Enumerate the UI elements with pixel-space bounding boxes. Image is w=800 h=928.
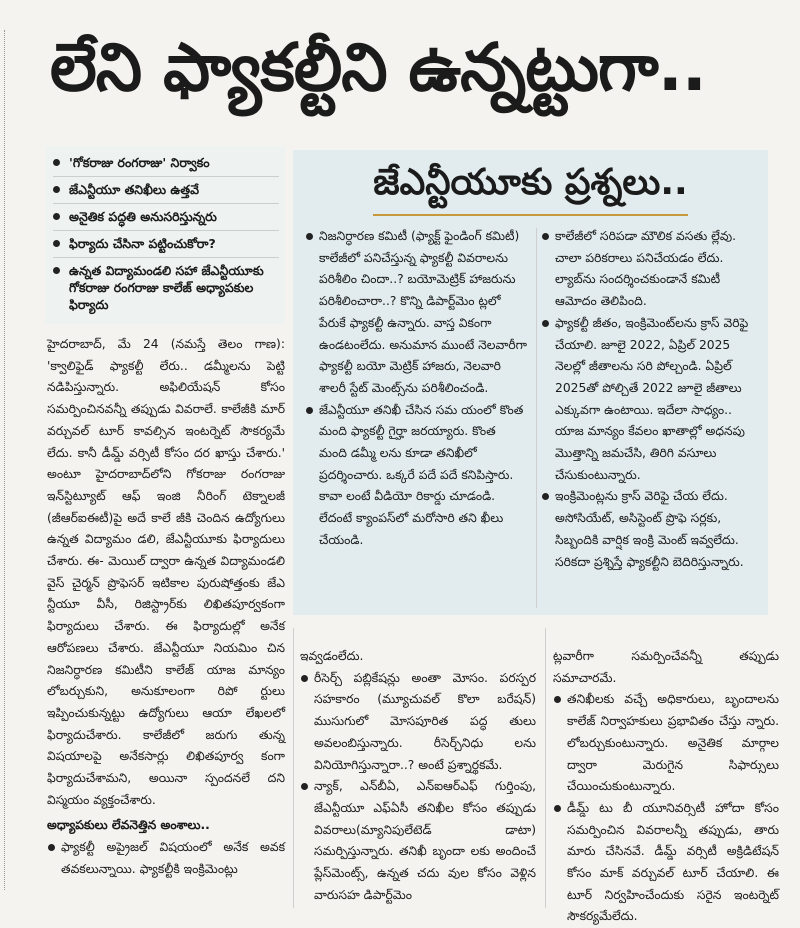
bullet-icon [53, 186, 60, 193]
article-bullet: తనిఖీలకు వచ్చే అధికారులు, బృందాలను కాలేజ్ నిర్వాహకులు ప్రభావితం చేస్తు న్నారు. లోబర్చుకుంటున్నారు. అనైతిక మార్గాల ద్వారా మెరుగైన సిఫార్సులు చేయించుకుంటున్నారు. [553, 689, 779, 798]
highlight-item: ఫిర్యాదు చేసినా పట్టించుకోరా? [53, 235, 216, 252]
highlight-item: ఉన్నత విద్యామండలి సహా జేఎన్టీయూకు గోకరాజు రంగరాజు కాలేజ్ అధ్యాపకుల ఫిర్యాదు [53, 262, 277, 313]
bullet-icon [306, 407, 313, 414]
headline: లేని ఫ్యాకల్టీని ఉన్నట్టుగా.. [50, 29, 706, 106]
bullet-icon [301, 675, 308, 682]
dateline: హైదరాబాద్, మే 24 (నమస్తే తెలం గాణ): [47, 337, 285, 351]
bullet-icon [53, 267, 60, 274]
article-bullet: ఫ్యాకల్టీ అప్రైజల్ విషయంలో అనేక అవక తవకలున్నాయి. ఫ్యాకల్టీకి ఇంక్రిమెంట్లు [47, 837, 285, 880]
bullet-icon [301, 783, 308, 790]
article-bullet: రీసెర్చ్ పబ్లికేషన్లు అంతా మోసం. పరస్పర సహకారం (మ్యూచువల్ కొలా బరేషన్) ముసుగులో మోసపూరిత పద్ధ తులు అవలంబిస్తున్నారు. రీసెర్చ్‌నిధు లను వినియోగిస్తున్నారా..? అంటే ప్రశ్నార్థకమే. [300, 668, 536, 777]
question-item: కాలేజీలో సరిపడా మౌలిక వసతు ల్లేవు. చాలా పరికరాలు పనిచేయడం లేదు. ల్యాబ్‌ను సందర్శించకుండానే కమిటీ ఆమోదం తెలిపింది. [541, 226, 763, 313]
highlight-item: 'గోకరాజు రంగరాజు' నిర్వాకం [53, 154, 210, 171]
column-divider [293, 628, 294, 908]
divider [53, 257, 279, 258]
bullet-icon [48, 844, 55, 851]
subheading: అధ్యాపకులు లేవనెత్తిన అంశాలు.. [47, 818, 210, 833]
questions-title: జేఎన్టీయూకు ప్రశ్నలు.. [373, 162, 688, 203]
article-column-3 [553, 646, 779, 928]
bullet-icon [53, 240, 60, 247]
question-item: ఇంక్రిమెంట్లను క్రాస్ వెరిఫై చేయ లేదు. అసోసియేట్, అసిస్టెంట్ ప్రొఫె సర్లకు, సిబ్బందికి వార్షిక ఇంక్రి మెంట్ ఇవ్వలేదు. సరికదా ప్రశ్నిస్తే ఫ్యాకల్టీని బెదిరిస్తున్నారు. [541, 486, 763, 573]
bullet-icon [53, 159, 60, 166]
highlight-item: జేఎన్టీయూ తనిఖీలు ఉత్తవే [53, 181, 199, 198]
highlights-box [45, 146, 285, 324]
article-column-1 [47, 334, 285, 881]
highlight-item: అనైతిక పద్ధతి అనుసరిస్తున్నరు [53, 208, 217, 225]
questions-right-column [541, 226, 763, 573]
questions-left-column [305, 226, 527, 552]
questions-box [293, 150, 768, 615]
question-item: నిజనిర్ధారణ కమిటీ (ఫ్యాక్ట్ ఫైండింగ్ కమిటీ) కాలేజీలో పనిచేస్తున్న ఫ్యాకల్టీ వివరాలను పరిశీలిం చిందా..? బయోమెట్రిక్ హాజరును పరిశీలించారా..? కొన్ని డిపార్ట్‌మెం ట్లలో పేరుకే ఫ్యాకల్టీ ఉన్నారు. వాస్త వికంగా ఉండటంలేదు. అనుమాన ముంటే నెలవారీగా ఫ్యాకల్టీ బయో మెట్రిక్ హాజరు, నెలవారి శాలరీ స్టేట్ మెంట్స్‌ను పరిశీలించండి. [305, 226, 527, 400]
bullet-icon [554, 696, 561, 703]
column-divider [536, 228, 537, 608]
divider [53, 230, 279, 231]
bullet-icon [542, 233, 549, 240]
divider [53, 176, 279, 177]
question-item: జేఎన్టీయూ తనిఖీ చేసిన సమ యంలో కొంత మంది ఫ్యాకల్టీ గైర్హా జరయ్యారు. కొంత మంది డమ్మీ లను కూడా తనిఖీలో ప్రదర్శించారు. ఒక్కరే పదే పదే కనిపిస్తారు. కావా లంటే వీడియో రికార్డు చూడండి. లేదంటే క్యాంపస్‌లో మరోసారి తని ఖీలు చేయండి. [305, 400, 527, 552]
article-paragraph: హైదరాబాద్, మే 24 (నమస్తే తెలం గాణ): 'క్వాలిఫైడ్ ఫ్యాకల్టీ లేరు.. డమ్మీలను పెట్టి నడిపిస్తున్నారు. అఫిలియేషన్ కోసం సమర్పించినవన్నీ తప్పుడు వివరాలే. కాలేజీకి మార్ వర్చువల్ టూర్ కావల్సిన ఇంటర్నెట్ సౌకర్యమే లేదు. కానీ డీమ్డ్ వర్సిటీ కోసం దర ఖాస్తు చేశారు.' అంటూ హైదరాబాద్‌లోని గోకరాజు రంగరాజు ఇన్‌స్టిట్యూట్ ఆఫ్ ఇంజి నీరింగ్ టెక్నాలజీ (జీఆర్ఐఈటీ)పై అదే కాలే జీకి చెందిన ఉద్యోగులు ఉన్నత విద్యామం డలి, జేఎన్టీయూకు ఫిర్యాదులు చేశారు. ఈ- మెయిల్ ద్వారా ఉన్నత విద్యామండలి వైస్ చైర్మన్ ప్రొఫెసర్ ఇటికాల పురుషోత్తంకు జేఎ న్టీయూ వీసీ, రిజిస్ట్రార్‌కు లిఖితపూర్వకంగా ఫిర్యాదులు చేశారు. ఈ ఫిర్యాదుల్లో అనేక ఆరోపణలు చేశారు. జేఎన్టీయూ నియమిం చిన నిజనిర్ధారణ కమిటీని కాలేజ్ యాజ మాన్యం లోబర్చుకుని, అనుకూలంగా రిపో ర్టులు ఇప్పించుకున్నట్టు ఉద్యోగులు ఆయా లేఖలలో ఫిర్యాదుచేశారు. కాలేజీలో జరుగు తున్న విషయాలపై అనేకసార్లు లిఖితపూర్వ కంగా ఫిర్యాదుచేశామని, అయినా స్పందనలే దని విస్మయం వ్యక్తంచేశారు. [47, 337, 285, 807]
article-paragraph: ఇవ్వడంలేదు. [300, 649, 364, 663]
divider [53, 203, 279, 204]
bullet-icon [542, 493, 549, 500]
article-bullet: న్యాక్, ఎన్‌బీఏ, ఎన్ఐఆర్ఎఫ్ గుర్తింపు, జేఎన్టీయూ ఎఫ్ఏసీ తనిఖీల కోసం తప్పుడు వివరాలు(మ్యానిపులేటెడ్ డాటా) సమర్పిస్తున్నారు. తనిఖీ బృందా లకు అందించే ప్లేస్‌మెంట్స్, ఉన్నత చదు వుల కోసం వెళ్లిన వారుసహ డిపార్ట్‌మెం [300, 776, 536, 906]
bullet-icon [306, 233, 313, 240]
article-column-2 [300, 646, 536, 906]
page-edge-dots [4, 30, 11, 890]
article-bullet: డీమ్డ్ టు బీ యూనివర్సిటీ హోదా కోసం సమర్పించిన వివరాలన్నీ తప్పుడు, తారు మారు చేసినవే. డీమ్డ్ వర్సిటీ అక్రిడిటేషన్ కోసం మాక్ వర్చువల్ టూర్ చేయాలి. ఈ టూర్ నిర్వహించేందుకు సరైన ఇంటర్నెట్ సౌకర్యమేలేదు. [553, 798, 779, 928]
article-paragraph: ట్లవారీగా సమర్పించేవన్నీ తప్పుడు సమాచారమే. [553, 649, 779, 685]
bullet-icon [542, 320, 549, 327]
bullet-icon [53, 213, 60, 220]
bullet-icon [554, 805, 561, 812]
column-divider [545, 628, 546, 908]
title-underline [373, 214, 688, 216]
question-item: ఫ్యాకల్టీ జీతం, ఇంక్రిమెంట్‌లను క్రాస్ వెరిఫై చేయాలి. జూలై 2022, ఏప్రిల్ 2025 నెలల్లో జీతాలను సరి పోల్చండి. ఏప్రిల్ 2025తో పోల్చితే 2022 జూలై జీతాలు ఎక్కువగా ఉంటాయి. ఇదేలా సాధ్యం.. యాజ మాన్యం కేవలం ఖాతాల్లో అధనపు మొత్తాన్ని జమచేసి, తిరిగి వసూలు చేసుకుంటున్నారు. [541, 313, 763, 487]
